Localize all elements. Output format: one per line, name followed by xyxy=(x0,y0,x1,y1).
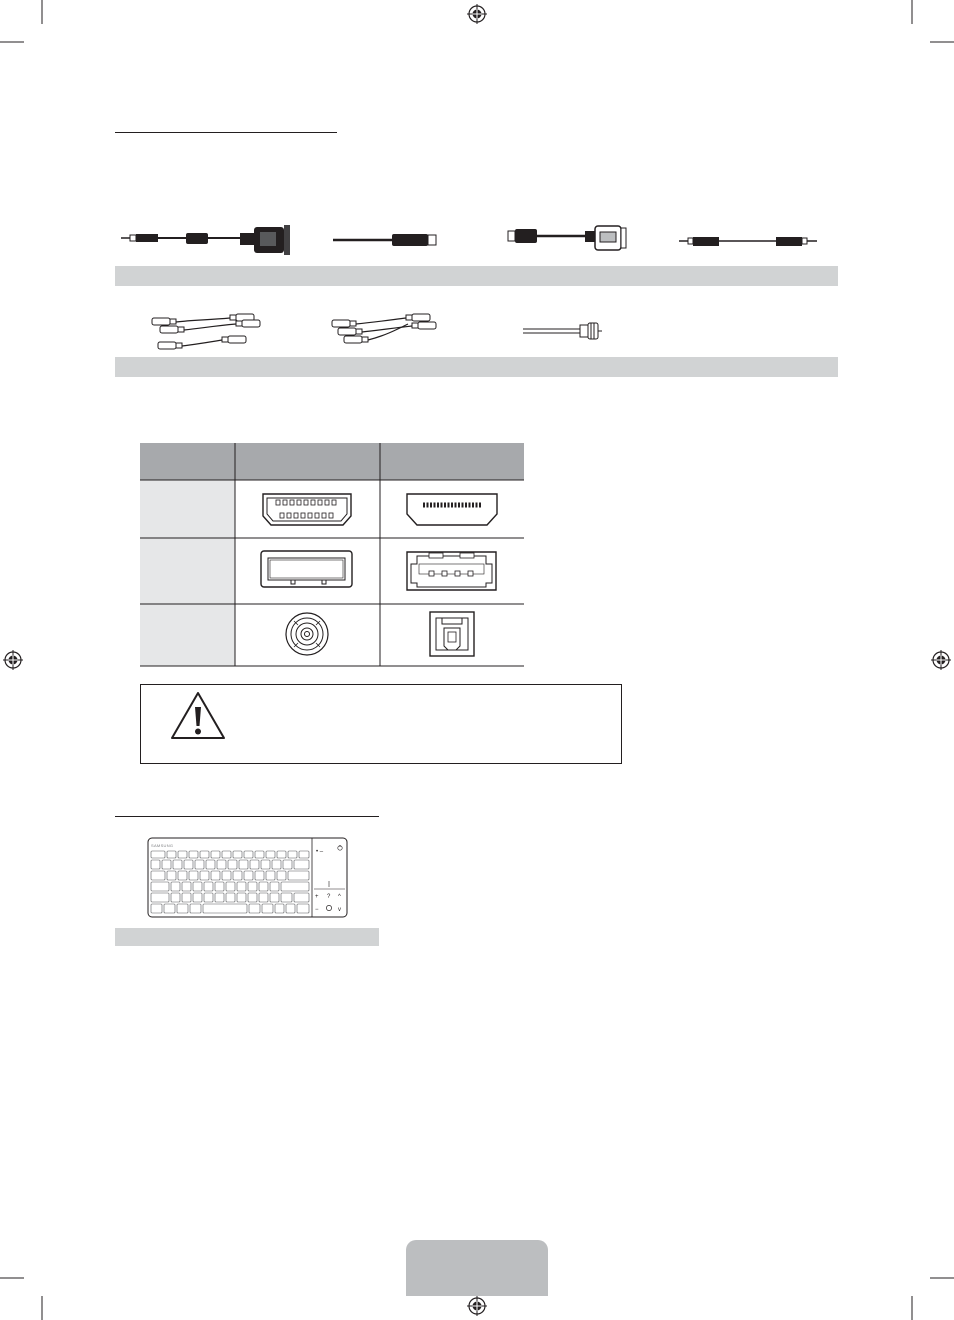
keyboard-pad-help: ? xyxy=(327,894,331,900)
keyboard-caption-bar xyxy=(115,928,379,946)
optical-cable-end-icon xyxy=(283,610,331,658)
warning-triangle-icon xyxy=(169,690,227,742)
section-heading-rule xyxy=(115,816,379,817)
cable-caption-bar-1 xyxy=(115,266,838,286)
section-heading-rule xyxy=(115,132,337,133)
keyboard-pad-label: • – xyxy=(316,849,324,855)
hdmi-cable-end-icon xyxy=(261,492,353,528)
usb-port-icon xyxy=(405,550,498,592)
keyboard-pad-plus: + xyxy=(315,894,319,900)
audio-cable-icon xyxy=(676,232,821,250)
page-number-tab xyxy=(406,1240,548,1296)
keyboard-pad-down: v xyxy=(338,907,341,913)
component-cable-icon xyxy=(148,306,266,354)
registration-mark-icon xyxy=(3,650,23,670)
registration-mark-icon xyxy=(467,4,487,24)
registration-mark-icon xyxy=(467,1296,487,1316)
cable-caption-bar-2 xyxy=(115,357,838,377)
hdmi-dvi-cable-icon xyxy=(505,222,630,254)
hdmi-cable-icon xyxy=(330,228,440,252)
hdmi-port-icon xyxy=(405,492,499,528)
pc-audio-vga-cable-icon xyxy=(118,222,298,256)
usb-cable-end-icon xyxy=(260,550,353,590)
caution-box xyxy=(140,684,622,764)
keyboard-pad-minus: − xyxy=(315,907,319,913)
keyboard-brand-label: SAMSUNG xyxy=(151,843,174,848)
av-cable-icon xyxy=(328,310,443,346)
coaxial-cable-icon xyxy=(520,320,605,342)
registration-mark-icon xyxy=(931,650,951,670)
wireless-keyboard-icon xyxy=(147,837,349,919)
optical-port-icon xyxy=(428,610,476,658)
keyboard-pad-up: ^ xyxy=(338,894,341,900)
